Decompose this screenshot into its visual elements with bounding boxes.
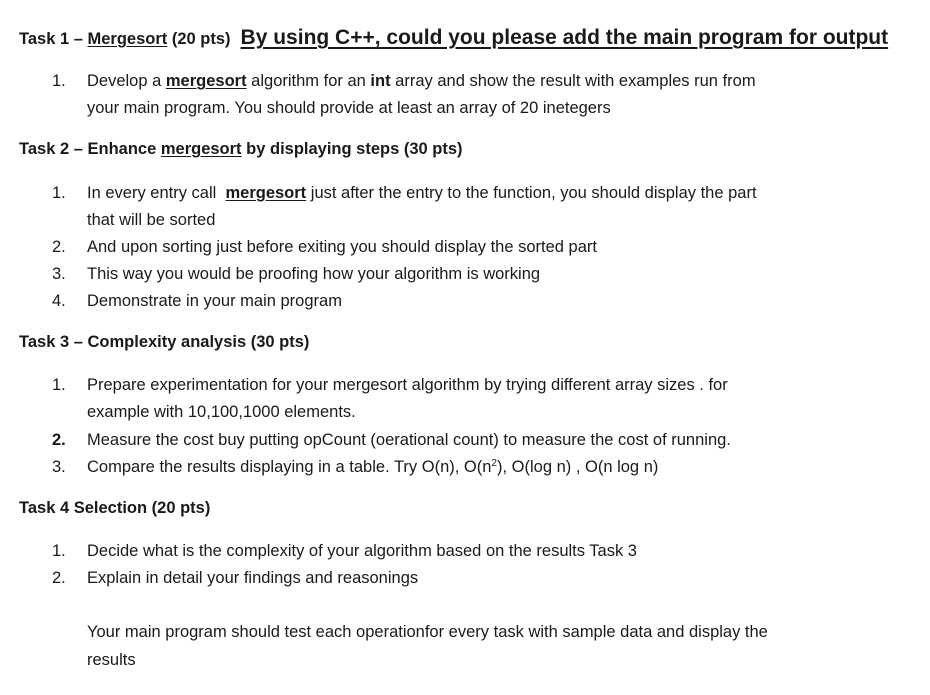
task4-item-1-text: Decide what is the complexity of your algorithm based on the results Task 3	[87, 542, 637, 560]
task2-heading-suffix: by displaying steps (30 pts)	[241, 140, 463, 158]
task3-item-3	[52, 454, 658, 481]
closing-note-line-2: results	[87, 651, 136, 669]
task1-heading-keyword: Mergesort	[87, 30, 168, 48]
task2-heading-keyword: mergesort	[160, 140, 242, 158]
list-number: 2.	[52, 431, 66, 449]
task2-heading	[19, 140, 463, 159]
task3-item-3-text-b: ), O(log n) , O(n log n)	[496, 458, 659, 476]
task3-item-1-text: Prepare experimentation for your mergesort algorithm by trying different array sizes . for	[87, 376, 728, 394]
task4-item-2	[52, 565, 418, 592]
list-number: 4.	[52, 292, 66, 310]
task2-item-1-text-a: In every entry call	[87, 184, 226, 202]
list-number: 1.	[52, 376, 66, 394]
task3-item-3-text-a: Compare the results displaying in a table. Try O(n), O(n	[87, 458, 492, 476]
list-number: 3.	[52, 265, 66, 283]
task2-item-1-keyword-mergesort: mergesort	[225, 184, 307, 202]
task4-heading: Task 4 Selection (20 pts)	[19, 499, 211, 517]
task1-heading-prefix: Task 1 –	[19, 30, 88, 48]
task4-item-1	[52, 538, 637, 565]
task1-item-1-keyword-mergesort: mergesort	[165, 72, 247, 90]
task1-heading-suffix: (20 pts)	[167, 30, 231, 48]
list-number: 3.	[52, 458, 66, 476]
list-number: 1.	[52, 542, 66, 560]
list-number: 2.	[52, 569, 66, 587]
task2-item-1-text-b: just after the entry to the function, you should display the part	[306, 184, 757, 202]
task2-item-1-continuation: that will be sorted	[87, 211, 216, 229]
task1-item-1-keyword-int: int	[370, 72, 391, 90]
task3-item-1-continuation: example with 10,100,1000 elements.	[87, 403, 356, 421]
list-number: 1.	[52, 72, 66, 90]
task2-heading-prefix: Task 2 – Enhance	[19, 140, 161, 158]
task2-item-3-text: This way you would be proofing how your algorithm is working	[87, 265, 541, 283]
task2-item-1	[52, 180, 757, 207]
task2-item-2	[52, 234, 597, 261]
task3-heading: Task 3 – Complexity analysis (30 pts)	[19, 333, 310, 351]
list-number: 2.	[52, 238, 66, 256]
list-number: 1.	[52, 184, 66, 202]
task3-item-1	[52, 372, 728, 399]
task1-item-1-text-b: algorithm for an	[246, 72, 371, 90]
task2-item-2-text: And upon sorting just before exiting you should display the sorted part	[87, 238, 597, 256]
task1-heading	[19, 26, 888, 50]
task4-item-2-text: Explain in detail your findings and reasonings	[87, 569, 419, 587]
task1-item-1-continuation: your main program. You should provide at least an array of 20 inetegers	[87, 99, 611, 117]
task2-item-3	[52, 261, 540, 288]
task1-item-1	[52, 68, 756, 95]
closing-note-line-1: Your main program should test each operationfor every task with sample data and display the	[87, 623, 768, 641]
task1-request: By using C++, could you please add the main program for output	[240, 26, 889, 49]
task2-item-4-text: Demonstrate in your main program	[87, 292, 342, 310]
task1-item-1-text-a: Develop a	[87, 72, 166, 90]
task2-item-4	[52, 288, 342, 315]
task1-item-1-text-c: array and show the result with examples run from	[390, 72, 756, 90]
superscript-2: 2	[491, 458, 497, 469]
task3-item-2-text: Measure the cost buy putting opCount (oerational count) to measure the cost of running.	[87, 431, 731, 449]
task3-item-2	[52, 427, 731, 454]
